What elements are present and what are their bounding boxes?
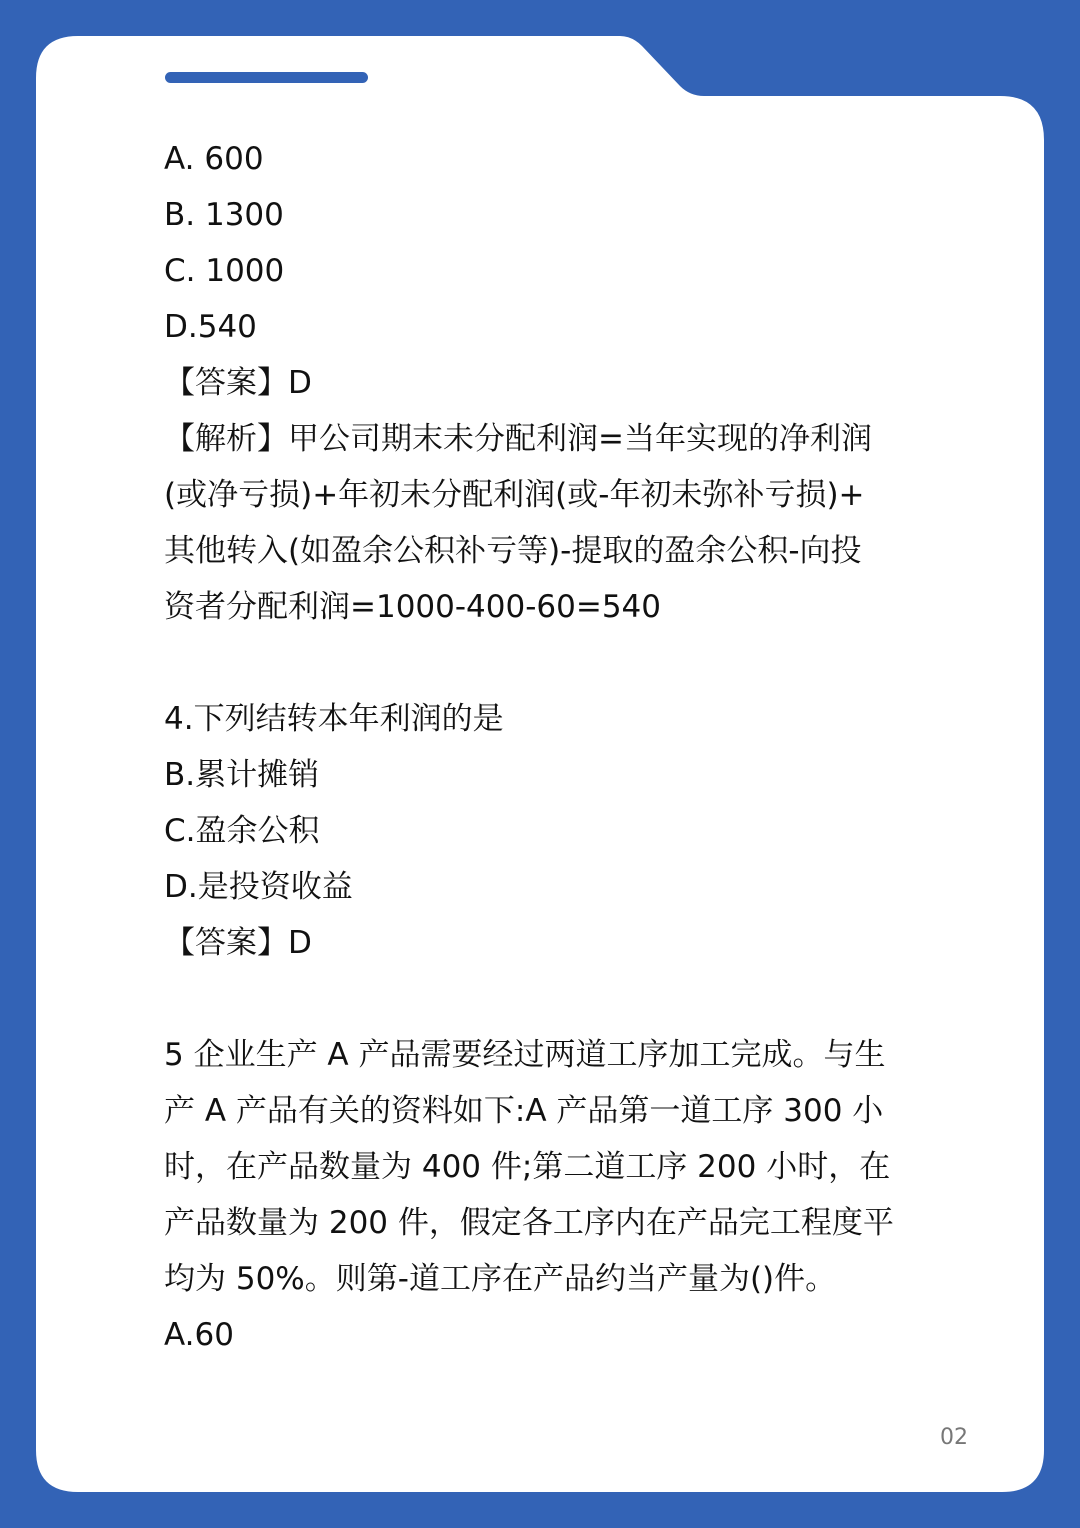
option-a: A. 600 bbox=[164, 141, 264, 177]
question-5-line-1: 5 企业生产 A 产品需要经过两道工序加工完成。与生 bbox=[164, 1037, 886, 1073]
option-b: B. 1300 bbox=[164, 197, 284, 233]
explanation-line-3: 其他转入(如盈余公积补亏等)-提取的盈余公积-向投 bbox=[164, 533, 862, 569]
explanation-line-2: (或净亏损)+年初未分配利润(或-年初未弥补亏损)+ bbox=[164, 477, 865, 513]
answer: 【答案】D bbox=[164, 365, 312, 401]
option-d: D.540 bbox=[164, 309, 257, 345]
option-b: B.累计摊销 bbox=[164, 757, 320, 793]
option-c: C. 1000 bbox=[164, 253, 285, 289]
page-number: 02 bbox=[940, 1425, 968, 1450]
option-d: D.是投资收益 bbox=[164, 869, 353, 905]
option-a: A.60 bbox=[164, 1317, 234, 1353]
explanation-line-4: 资者分配利润=1000-400-60=540 bbox=[164, 589, 661, 625]
question-5-line-4: 产品数量为 200 件，假定各工序内在产品完工程度平 bbox=[164, 1205, 894, 1241]
question-5-line-3: 时，在产品数量为 400 件;第二道工序 200 小时，在 bbox=[164, 1149, 891, 1185]
question-5 bbox=[164, 1027, 924, 1363]
question-3-options-and-explanation bbox=[164, 131, 924, 635]
question-4 bbox=[164, 691, 924, 971]
option-c: C.盈余公积 bbox=[164, 813, 320, 849]
question-5-line-5: 均为 50%。则第-道工序在产品约当产量为()件。 bbox=[164, 1261, 837, 1297]
answer: 【答案】D bbox=[164, 925, 312, 961]
question-4-stem: 4.下列结转本年利润的是 bbox=[164, 701, 504, 737]
document-body bbox=[164, 131, 924, 1363]
question-5-line-2: 产 A 产品有关的资料如下:A 产品第一道工序 300 小 bbox=[164, 1093, 884, 1129]
accent-bar bbox=[165, 72, 368, 83]
explanation-line-1: 【解析】甲公司期末未分配利润=当年实现的净利润 bbox=[164, 421, 872, 457]
